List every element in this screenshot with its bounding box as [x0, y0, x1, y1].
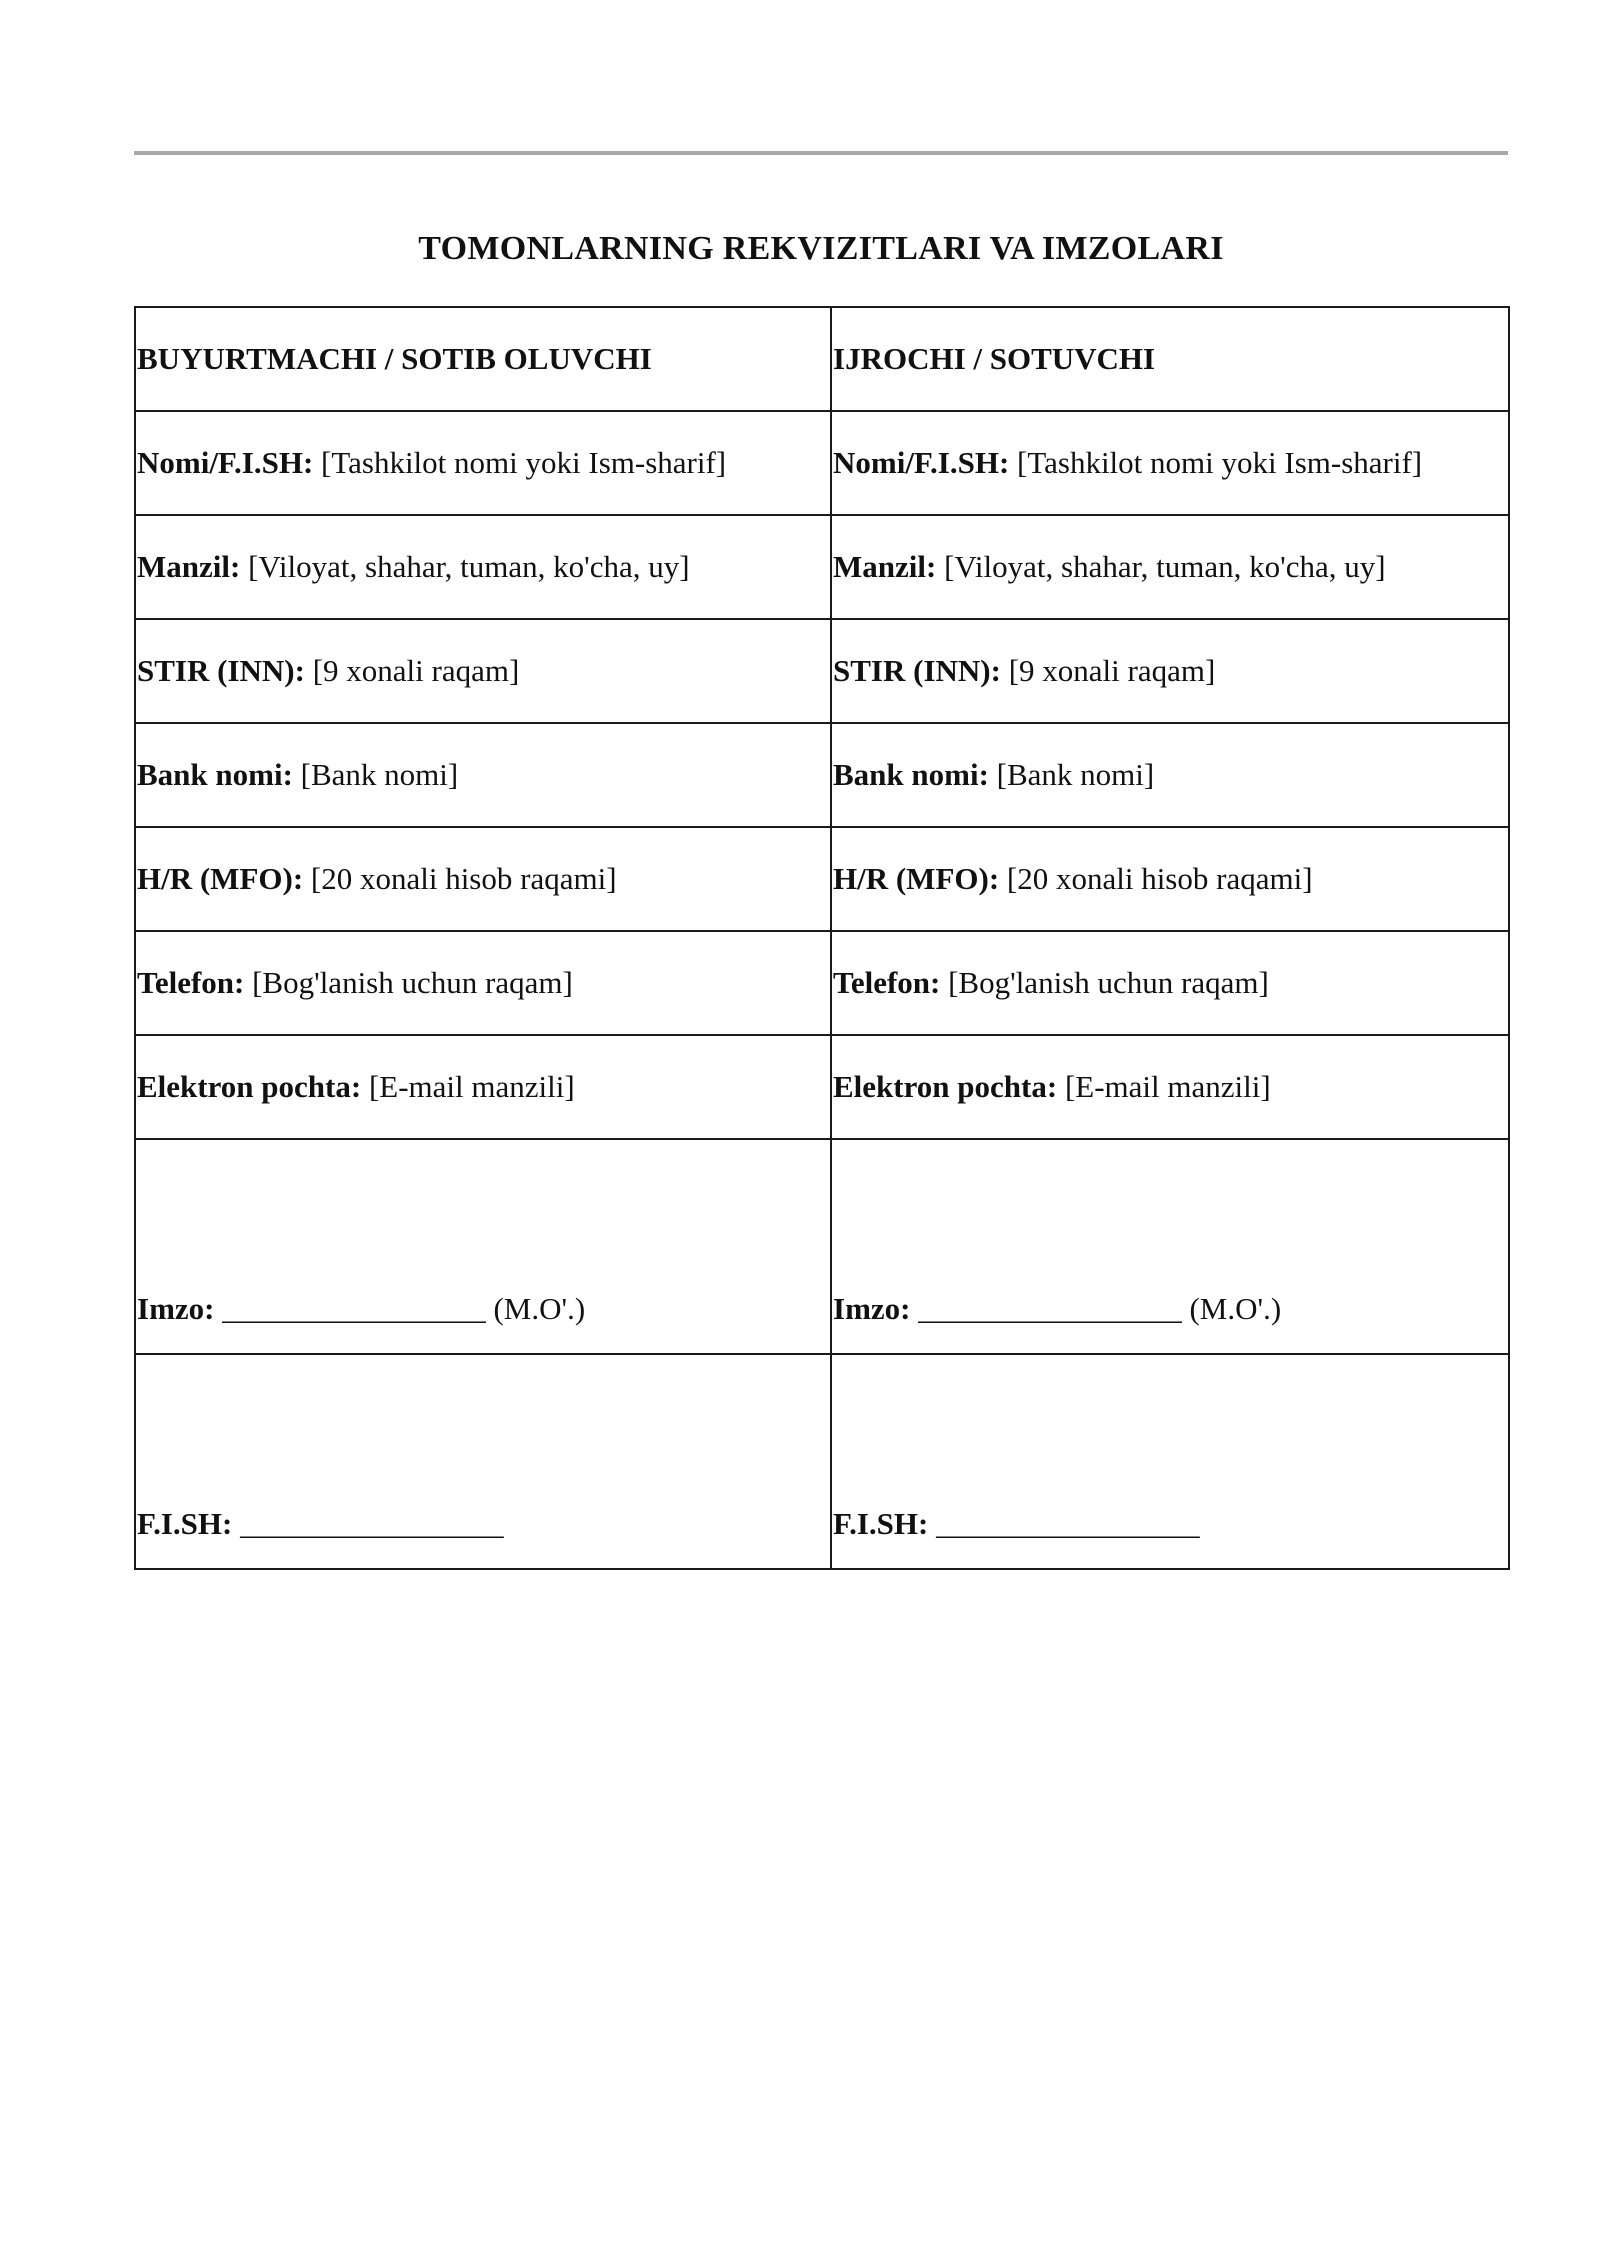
buyer-bank-label: Bank nomi:: [137, 757, 293, 792]
document-title: TOMONLARNING REKVIZITLARI VA IMZOLARI: [418, 230, 1224, 267]
seller-account-value: [20 xonali hisob raqami]: [999, 861, 1313, 896]
table-row-name: [135, 411, 1509, 515]
seller-account-cell: [831, 827, 1509, 931]
buyer-fullname-line: _________________: [232, 1506, 504, 1541]
top-divider: [134, 151, 1508, 155]
seller-fullname-label: F.I.SH:: [833, 1506, 929, 1541]
seller-email-value: [E-mail manzili]: [1057, 1069, 1271, 1104]
seller-tin-label: STIR (INN):: [833, 653, 1001, 688]
buyer-phone-value: [Bog'lanish uchun raqam]: [244, 965, 573, 1000]
seller-bank-label: Bank nomi:: [833, 757, 989, 792]
seller-bank-cell: [831, 723, 1509, 827]
seller-name-cell: [831, 411, 1509, 515]
buyer-address-cell: [135, 515, 831, 619]
seller-phone-value: [Bog'lanish uchun raqam]: [940, 965, 1269, 1000]
seller-name-label: Nomi/F.I.SH:: [833, 445, 1010, 480]
buyer-signature-label: Imzo:: [137, 1291, 215, 1326]
table-row-address: [135, 515, 1509, 619]
buyer-account-value: [20 xonali hisob raqami]: [303, 861, 617, 896]
buyer-name-cell: [135, 411, 831, 515]
table-row-email: [135, 1035, 1509, 1139]
buyer-name-value: [Tashkilot nomi yoki Ism-sharif]: [313, 445, 727, 480]
table-header-row: [135, 307, 1509, 411]
table-row-signature: [135, 1139, 1509, 1354]
seller-tin-cell: [831, 619, 1509, 723]
seller-name-value: [Tashkilot nomi yoki Ism-sharif]: [1009, 445, 1423, 480]
buyer-email-value: [E-mail manzili]: [361, 1069, 575, 1104]
buyer-address-label: Manzil:: [137, 549, 241, 584]
seller-column-header: IJROCHI / SOTUVCHI: [831, 307, 1509, 411]
table-row-phone: [135, 931, 1509, 1035]
buyer-bank-value: [Bank nomi]: [292, 757, 459, 792]
buyer-fullname-cell: [135, 1354, 831, 1569]
requisites-table: [134, 306, 1510, 1570]
seller-bank-value: [Bank nomi]: [988, 757, 1155, 792]
buyer-tin-cell: [135, 619, 831, 723]
buyer-fullname-label: F.I.SH:: [137, 1506, 233, 1541]
table-row-tin: [135, 619, 1509, 723]
table-row-fullname: [135, 1354, 1509, 1569]
table-row-account: [135, 827, 1509, 931]
seller-phone-label: Telefon:: [833, 965, 941, 1000]
buyer-phone-cell: [135, 931, 831, 1035]
buyer-account-cell: [135, 827, 831, 931]
buyer-account-label: H/R (MFO):: [137, 861, 304, 896]
buyer-signature-line: _________________ (M.O'.): [214, 1291, 586, 1326]
seller-fullname-line: _________________: [928, 1506, 1200, 1541]
seller-signature-label: Imzo:: [833, 1291, 911, 1326]
seller-address-value: [Viloyat, shahar, tuman, ko'cha, uy]: [936, 549, 1386, 584]
buyer-email-label: Elektron pochta:: [137, 1069, 362, 1104]
seller-fullname-cell: [831, 1354, 1509, 1569]
buyer-phone-label: Telefon:: [137, 965, 245, 1000]
buyer-column-header: BUYURTMACHI / SOTIB OLUVCHI: [135, 307, 831, 411]
seller-phone-cell: [831, 931, 1509, 1035]
seller-email-cell: [831, 1035, 1509, 1139]
buyer-address-value: [Viloyat, shahar, tuman, ko'cha, uy]: [240, 549, 690, 584]
table-row-bank: [135, 723, 1509, 827]
buyer-bank-cell: [135, 723, 831, 827]
buyer-tin-value: [9 xonali raqam]: [304, 653, 520, 688]
buyer-tin-label: STIR (INN):: [137, 653, 305, 688]
seller-email-label: Elektron pochta:: [833, 1069, 1058, 1104]
buyer-signature-cell: [135, 1139, 831, 1354]
seller-signature-line: _________________ (M.O'.): [910, 1291, 1282, 1326]
seller-tin-value: [9 xonali raqam]: [1000, 653, 1216, 688]
buyer-email-cell: [135, 1035, 831, 1139]
seller-signature-cell: [831, 1139, 1509, 1354]
seller-address-label: Manzil:: [833, 549, 937, 584]
seller-account-label: H/R (MFO):: [833, 861, 1000, 896]
seller-address-cell: [831, 515, 1509, 619]
buyer-name-label: Nomi/F.I.SH:: [137, 445, 314, 480]
